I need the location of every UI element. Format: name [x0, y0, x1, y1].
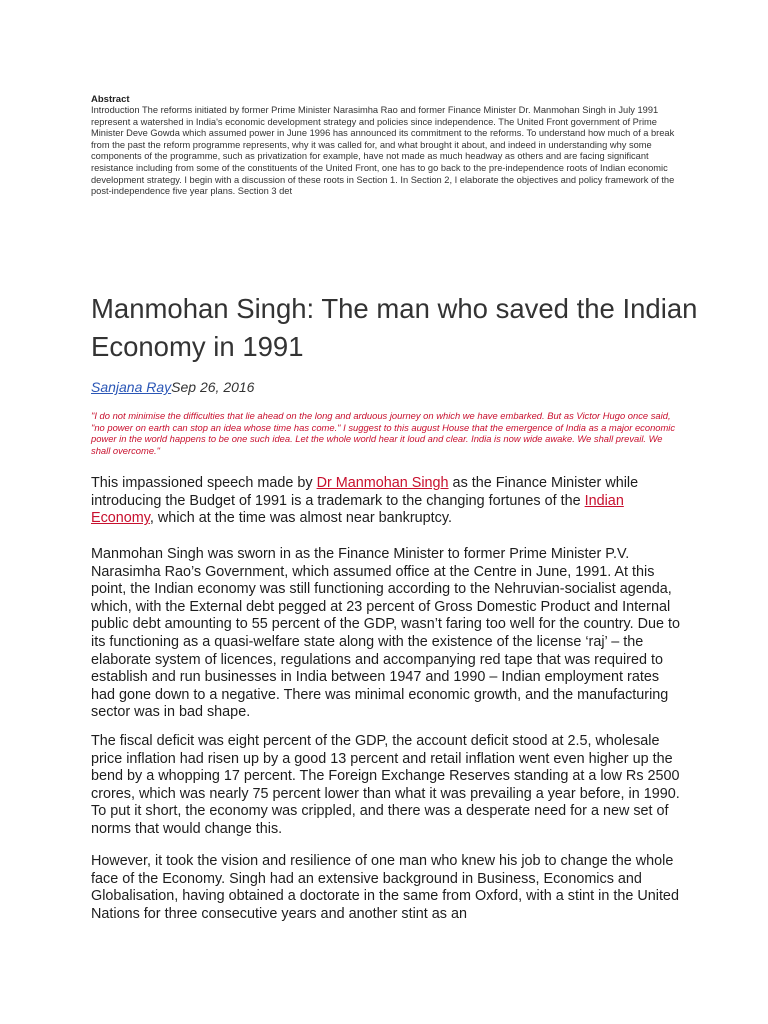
paragraph-1-text-start: This impassioned speech made by — [91, 475, 317, 491]
byline — [91, 378, 254, 396]
paragraph-2: Manmohan Singh was sworn in as the Finance Minister to former Prime Minister P.V. Narasimha Rao’s Government, which assumed office at the Centre in June, 1991. At this point, the Indian economy was still functioning according to the Nehruvian-socialist agenda, which, with the External debt pegged at 23 percent of Gross Domestic Product and Internal public debt amounting to 55 percent of the GDP, wasn’t faring too well for the country. Due to its functioning as a quasi-welfare state along with the existence of the license ‘raj’ – the elaborate system of licences, regulations and accompanying red tape that was required to establish and run businesses in India between 1947 and 1990 – Indian employment rates had gone down to a negative. There was minimal economic growth, and the manufacturing sector was in bad shape. — [91, 546, 681, 721]
speech-quote: "I do not minimise the difficulties that lie ahead on the long and arduous journey on which we have embarked. But as Victor Hugo once said, "no power on earth can stop an idea whose time has come." I suggest to this august House that the emergence of India as a major economic power in the world happens to be one such idea. Let the whole world hear it loud and clear. India is now wide awake. We shall prevail. We shall overcome." — [91, 410, 676, 457]
indian-economy-link[interactable]: Indian Economy — [91, 492, 624, 527]
paragraph-1-text-end: , which at the time was almost near bankruptcy. — [149, 510, 452, 527]
paragraph-1 — [91, 475, 683, 528]
author-link[interactable]: Sanjana Ray — [91, 379, 172, 395]
abstract-title: Abstract — [91, 94, 130, 105]
publish-date: Sep 26, 2016 — [171, 379, 255, 395]
paragraph-1-text-middle: as the Finance Minister while introducing the Budget of 1991 is a trademark to the changing fortunes of the — [91, 475, 639, 509]
manmohan-singh-link[interactable]: Dr Manmohan Singh — [316, 475, 449, 491]
abstract-body: Introduction The reforms initiated by former Prime Minister Narasimha Rao and former Finance Minister Dr. Manmohan Singh in July 1991 represent a watershed in India's economic development strategy and policies since independence. The United Front government of Prime Minister Deve Gowda which assumed power in June 1996 has announced its commitment to the reforms. To understand how much of a break from the past the reform programme represents, why it was called for, and what brought it about, and indeed in understanding why some components of the programme, such as privatization for example, have not made as much headway as others and are facing significant resistance including from some of the constituents of the United Front, one has to go back to the pre-independence roots of Indian economic development strategy. I begin with a discussion of these roots in Section 1. In Section 2, I elaborate the objectives and policy framework of the post-independence five year plans. Section 3 det — [91, 105, 675, 197]
paragraph-4: However, it took the vision and resilience of one man who knew his job to change the whole face of the Economy. Singh had an extensive background in Business, Economics and Globalisation, having obtained a doctorate in the same from Oxford, with a stint in the United Nations for three consecutive years and another stint as an — [91, 853, 679, 922]
article-headline: Manmohan Singh: The man who saved the Indian Economy in 1991 — [91, 293, 698, 362]
paragraph-3: The fiscal deficit was eight percent of the GDP, the account deficit stood at 2.5, wholesale price inflation had risen up by a good 13 percent and retail inflation went even higher up the bend by a whopping 17 percent. The Foreign Exchange Reserves standing at a low Rs 2500 crores, which was nearly 75 percent lower than what it was prevailing a year before, in 1990. To put it short, the economy was crippled, and there was a desperate need for a new set of norms that would change this. — [91, 733, 680, 837]
abstract-section — [91, 94, 691, 198]
